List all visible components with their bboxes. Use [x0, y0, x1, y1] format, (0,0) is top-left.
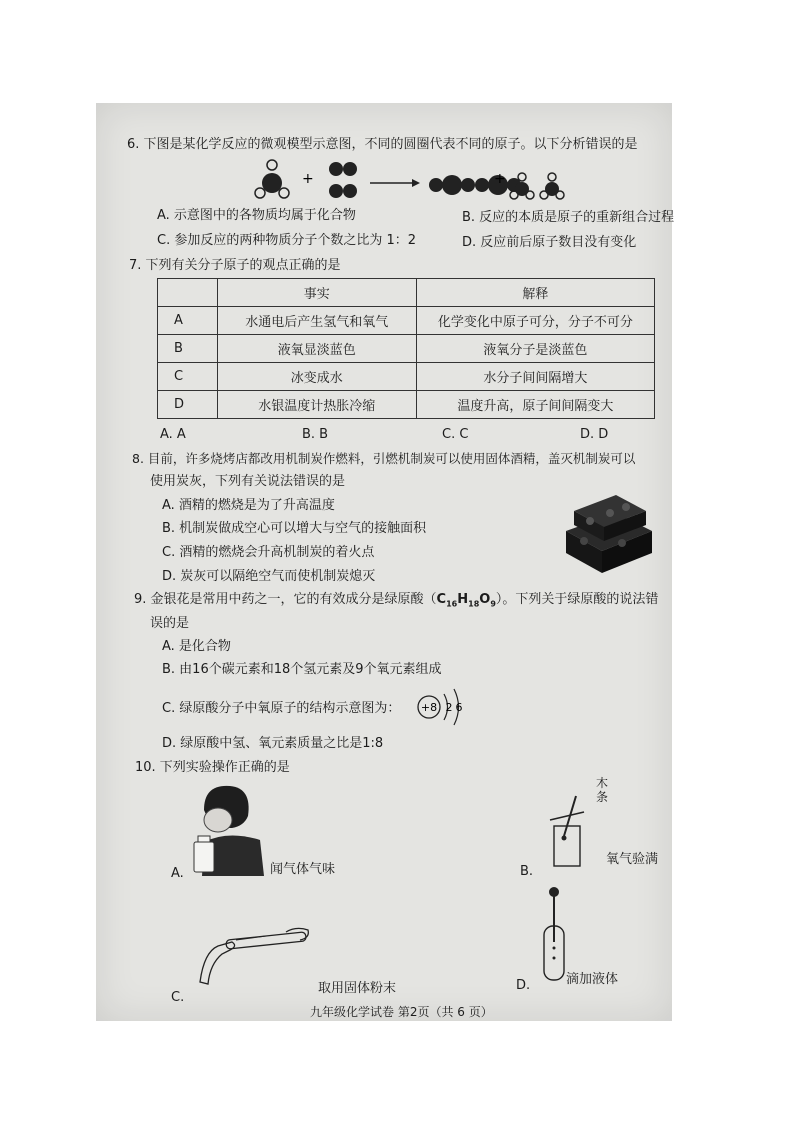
plus-sign-2: +	[494, 171, 506, 187]
table-row: A 水通电后产生氢气和氧气 化学变化中原子可分，分子不可分	[158, 307, 655, 335]
table-header-cell: 解释	[416, 279, 654, 307]
q9-option-b: B. 由16个碳元素和18个氢元素及9个氧元素组成	[162, 662, 442, 677]
table-row: C 冰变成水 水分子间间隔增大	[158, 363, 655, 391]
reactant-molecule-2	[329, 162, 357, 198]
q9-stem-line1	[134, 592, 658, 613]
q8-option-b: B. 机制炭做成空心可以增大与空气的接触面积	[162, 521, 427, 536]
q9-stem-line2: 误的是	[150, 616, 190, 631]
q9-option-a: A. 是化合物	[162, 639, 231, 654]
q7-stem: 7. 下列有关分子原子的观点正确的是	[129, 258, 341, 273]
q10-letter-c: C.	[171, 990, 185, 1005]
add-powder-illustration	[196, 912, 316, 988]
product-molecule-1	[429, 175, 521, 195]
q7-table	[157, 278, 655, 419]
q9-option-c: C. 绿原酸分子中氧原子的结构示意图为：	[162, 701, 401, 716]
q6-reaction-diagram	[250, 155, 580, 205]
q9-stem-a: 9. 金银花是常用中药之一，它的有效成分是绿原酸（	[134, 592, 437, 607]
chlorogenic-acid-formula: $C_{16}H_{18}O_9$	[436, 592, 496, 609]
oxygen-test-illustration	[548, 792, 588, 872]
oxygen-atom-structure-diagram	[414, 684, 470, 730]
q10-caption-d: 滴加液体	[566, 972, 619, 987]
q6-option-b: B. 反应的本质是原子的重新组合过程	[462, 210, 675, 225]
q10-caption-a: 闻气体气味	[270, 862, 336, 877]
add-liquid-illustration	[538, 886, 568, 986]
q10-letter-b: B.	[520, 864, 534, 879]
q6-option-d: D. 反应前后原子数目没有变化	[462, 235, 637, 250]
table-row: D 水银温度计热胀冷缩 温度升高，原子间间隔变大	[158, 391, 655, 419]
q8-option-d: D. 炭灰可以隔绝空气而使机制炭熄灭	[162, 569, 376, 584]
q10-caption-b: 氧气验满	[606, 852, 659, 867]
q7-answer-a: A. A	[160, 427, 186, 442]
nucleus-charge: +8	[420, 701, 438, 714]
q6-option-a: A. 示意图中的各物质均属于化合物	[157, 208, 356, 223]
q7-answer-c: C. C	[442, 427, 469, 442]
table-row: B 液氧显淡蓝色 液氧分子是淡蓝色	[158, 335, 655, 363]
q8-stem-line2: 使用炭灰，下列有关说法错误的是	[150, 474, 346, 489]
table-header-row	[158, 279, 655, 307]
q8-option-a: A. 酒精的燃烧是为了升高温度	[162, 498, 335, 513]
smell-gas-illustration	[190, 780, 266, 878]
q7-answer-d: D. D	[580, 427, 609, 442]
q6-option-c: C. 参加反应的两种物质分子个数之比为 1：2	[157, 233, 417, 248]
table-header-cell	[158, 279, 218, 307]
q9-option-d: D. 绿原酸中氢、氧元素质量之比是1:8	[162, 736, 384, 751]
charcoal-briquettes-image	[560, 483, 658, 575]
q6-stem: 6. 下图是某化学反应的微观模型示意图，不同的圆圈代表不同的原子。以下分析错误的是	[127, 137, 638, 152]
q10-letter-d: D.	[516, 978, 531, 993]
plus-sign-1: +	[302, 171, 314, 187]
q9-stem-b: ）。下列关于绿原酸的说法错	[495, 592, 659, 607]
wood-strip-label: 木 条	[596, 776, 609, 804]
q10-letter-a: A.	[171, 866, 184, 881]
q8-option-c: C. 酒精的燃烧会升高机制炭的着火点	[162, 545, 375, 560]
reactant-molecule-1	[255, 160, 289, 198]
reaction-arrow	[370, 179, 420, 187]
shell-2-electrons: 6	[455, 701, 463, 714]
q8-stem-line1: 8. 目前，许多烧烤店都改用机制炭作燃料，引燃机制炭可以使用固体酒精，盖灭机制炭可以	[132, 451, 636, 466]
q10-caption-c: 取用固体粉末	[318, 981, 397, 996]
table-header-cell: 事实	[217, 279, 416, 307]
q10-stem: 10. 下列实验操作正确的是	[135, 760, 290, 775]
q7-answer-b: B. B	[302, 427, 329, 442]
page-footer: 九年级化学试卷 第2页（共 6 页）	[310, 1005, 493, 1019]
shell-1-electrons: 2	[445, 701, 453, 714]
product-molecule-2	[510, 173, 564, 199]
